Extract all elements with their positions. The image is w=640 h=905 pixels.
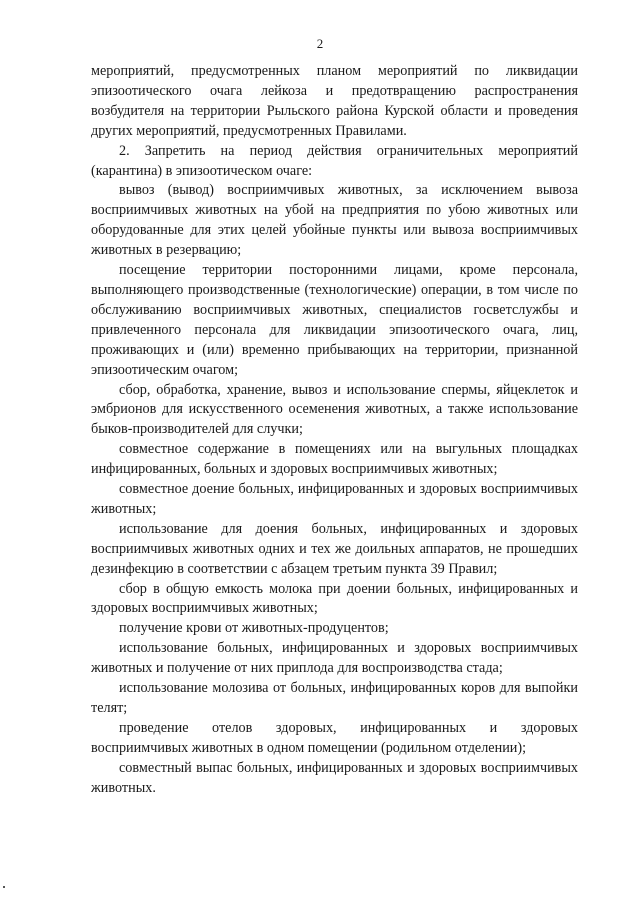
scan-artifact — [3, 886, 5, 888]
page-number: 2 — [316, 36, 324, 51]
paragraph-colostrum-ban: использование молозива от больных, инфицированных коров для выпойки телят; — [91, 680, 578, 716]
paragraph-milk-collection-ban: сбор в общую емкость молока при доении больных, инфицированных и здоровых восприимчивых животных; — [91, 580, 578, 617]
paragraph-continuation: мероприятий, предусмотренных планом мероприятий по ликвидации эпизоотического очага лейкоза и предотвращению распространения возбудителя на территории Рыльского района Курской области и проведения других мероприятий, предусмотренных Правилами. — [91, 63, 578, 139]
paragraph-grazing-ban: совместный выпас больных, инфицированных и здоровых восприимчивых животных. — [91, 759, 578, 796]
paragraph-milking-equipment-ban: использование для доения больных, инфицированных и здоровых восприимчивых животных одних и тех же доильных аппаратов, не прошедших дезинфекцию в соответствии с абзацем третьим пункта 39 Правил; — [91, 520, 578, 577]
paragraph-sperm-ban: сбор, обработка, хранение, вывоз и использование спермы, яйцеклеток и эмбрионов для искусственного осеменения животных, а также использование быков-производителей для случки; — [91, 381, 578, 438]
paragraph-item-2: 2. Запретить на период действия ограничительных мероприятий (карантина) в эпизоотическом очаге: — [91, 142, 578, 179]
paragraph-calving-ban: проведение отелов здоровых, инфицированных и здоровых восприимчивых животных в одном помещении (родильном отделении); — [91, 719, 578, 756]
paragraph-blood-ban: получение крови от животных-продуцентов; — [119, 620, 389, 637]
paragraph-export-ban: вывоз (вывод) восприимчивых животных, за исключением вывоза восприимчивых животных на убой на предприятия по убою животных или оборудованные для этих целей убойные пункты или вывоза восприимчивых животных в резервацию; — [91, 182, 578, 259]
paragraph-visit-ban: посещение территории посторонними лицами, кроме персонала, выполняющего производственные (технологические) операции, в том числе по обслуживанию восприимчивых животных, специалистов госветслужбы и привлеченного персонала для ликвидации эпизоотического очага, лиц, проживающих и (или) временно прибывающих на территории, признанной эпизоотическим очагом; — [91, 262, 578, 378]
paragraph-breeding-ban: использование больных, инфицированных и здоровых восприимчивых животных и получение от них приплода для воспроизводства стада; — [91, 640, 578, 677]
paragraph-joint-keeping-ban: совместное содержание в помещениях или на выгульных площадках инфицированных, больных и здоровых восприимчивых животных; — [91, 441, 578, 478]
paragraph-joint-milking-ban: совместное доение больных, инфицированных и здоровых восприимчивых животных; — [91, 481, 578, 517]
document-body — [91, 62, 578, 799]
